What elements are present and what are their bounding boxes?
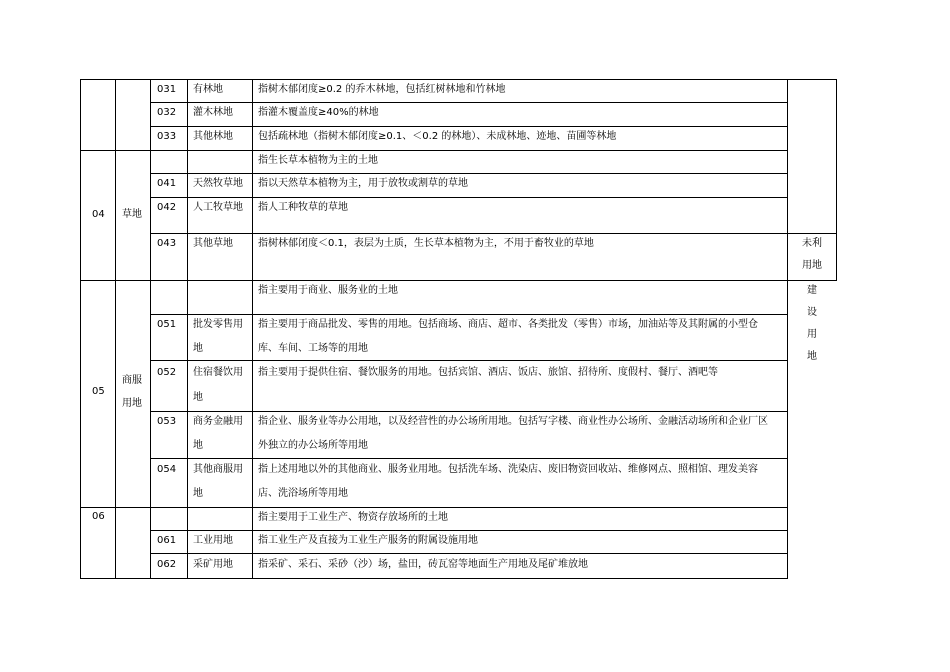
grid-line — [80, 280, 836, 281]
row-name: 地 — [193, 343, 203, 354]
row-description: 指企业、服务业等办公用地，以及经营性的办公场所用地。包括写字楼、商业性办公场所、金融活动场所和企业厂区 — [258, 416, 768, 427]
row-code: 052 — [157, 367, 177, 378]
row-description: 包括疏林地（指树木郁闭度≥0.1、＜0.2 的林地）、未成林地、迹地、苗圃等林地 — [258, 131, 617, 142]
row-name: 住宿餐饮用 — [193, 367, 243, 378]
group-name: 用地 — [122, 398, 142, 409]
row-description: 指采矿、采石、采砂（沙）场，盐田，砖瓦窑等地面生产用地及尾矿堆放地 — [258, 559, 588, 570]
row-description: 外独立的办公场所等用地 — [258, 440, 368, 451]
grid-line — [150, 173, 788, 174]
row-name: 商务金融用 — [193, 416, 243, 427]
row-description: 指人工种牧草的草地 — [258, 202, 348, 213]
row-name: 其他林地 — [193, 131, 233, 142]
side-category-construction: 用 — [807, 329, 817, 340]
group-code: 04 — [92, 209, 105, 220]
row-name: 天然牧草地 — [193, 178, 243, 189]
grid-line — [80, 79, 81, 579]
group-description: 指主要用于商业、服务业的土地 — [258, 285, 398, 296]
grid-line — [787, 79, 788, 579]
grid-line — [150, 360, 788, 361]
row-code: 054 — [157, 464, 177, 475]
side-category-construction: 建 — [807, 285, 817, 296]
group-code: 05 — [92, 386, 105, 397]
row-code: 042 — [157, 202, 177, 213]
row-description: 指树木郁闭度≥0.2 的乔木林地，包括红树林地和竹林地 — [258, 84, 506, 95]
group-name: 草地 — [122, 209, 142, 220]
row-code: 061 — [157, 535, 177, 546]
row-description: 指主要用于商品批发、零售的用地。包括商场、商店、超市、各类批发（零售）市场，加油站等及其附属的小型仓 — [258, 319, 758, 330]
grid-line — [836, 79, 837, 281]
side-category-construction: 设 — [807, 307, 817, 318]
grid-line — [150, 102, 788, 103]
row-name: 人工牧草地 — [193, 202, 243, 213]
grid-line — [187, 79, 188, 579]
row-name: 有林地 — [193, 84, 223, 95]
row-code: 033 — [157, 131, 177, 142]
group-code: 06 — [92, 511, 105, 522]
row-description: 指工业生产及直接为工业生产服务的附属设施用地 — [258, 535, 478, 546]
row-code: 051 — [157, 319, 177, 330]
row-name: 灌木林地 — [193, 107, 233, 118]
row-description: 指树林郁闭度＜0.1，表层为土质，生长草本植物为主，不用于畜牧业的草地 — [258, 238, 594, 249]
row-code: 031 — [157, 84, 177, 95]
grid-line — [150, 197, 788, 198]
row-name: 采矿用地 — [193, 559, 233, 570]
group-description: 指生长草本植物为主的土地 — [258, 155, 378, 166]
row-description: 店、洗浴场所等用地 — [258, 488, 348, 499]
grid-line — [150, 79, 151, 579]
grid-line — [252, 79, 253, 579]
row-name: 工业用地 — [193, 535, 233, 546]
row-code: 043 — [157, 238, 177, 249]
row-name: 地 — [193, 392, 203, 403]
side-category-unused: 用地 — [802, 260, 822, 271]
row-description: 库、车间、工场等的用地 — [258, 343, 368, 354]
group-description: 指主要用于工业生产、物资存放场所的土地 — [258, 512, 448, 523]
row-code: 053 — [157, 416, 177, 427]
row-name: 其他草地 — [193, 238, 233, 249]
grid-line — [115, 79, 116, 579]
row-name: 地 — [193, 488, 203, 499]
side-category-unused: 未利 — [802, 238, 822, 249]
row-description: 指上述用地以外的其他商业、服务业用地。包括洗车场、洗染店、废旧物资回收站、维修网点、照相馆、理发美容 — [258, 464, 758, 475]
row-code: 062 — [157, 559, 177, 570]
row-description: 指灌木覆盖度≥40%的林地 — [258, 107, 379, 118]
row-name: 批发零售用 — [193, 319, 243, 330]
side-category-construction: 地 — [807, 351, 817, 362]
row-code: 032 — [157, 107, 177, 118]
row-name: 地 — [193, 440, 203, 451]
row-name: 其他商服用 — [193, 464, 243, 475]
row-description: 指以天然草本植物为主，用于放牧或割草的草地 — [258, 178, 468, 189]
row-description: 指主要用于提供住宿、餐饮服务的用地。包括宾馆、酒店、饭店、旅馆、招待所、度假村、餐厅、酒吧等 — [258, 367, 718, 378]
row-code: 041 — [157, 178, 177, 189]
group-name: 商服 — [122, 375, 142, 386]
